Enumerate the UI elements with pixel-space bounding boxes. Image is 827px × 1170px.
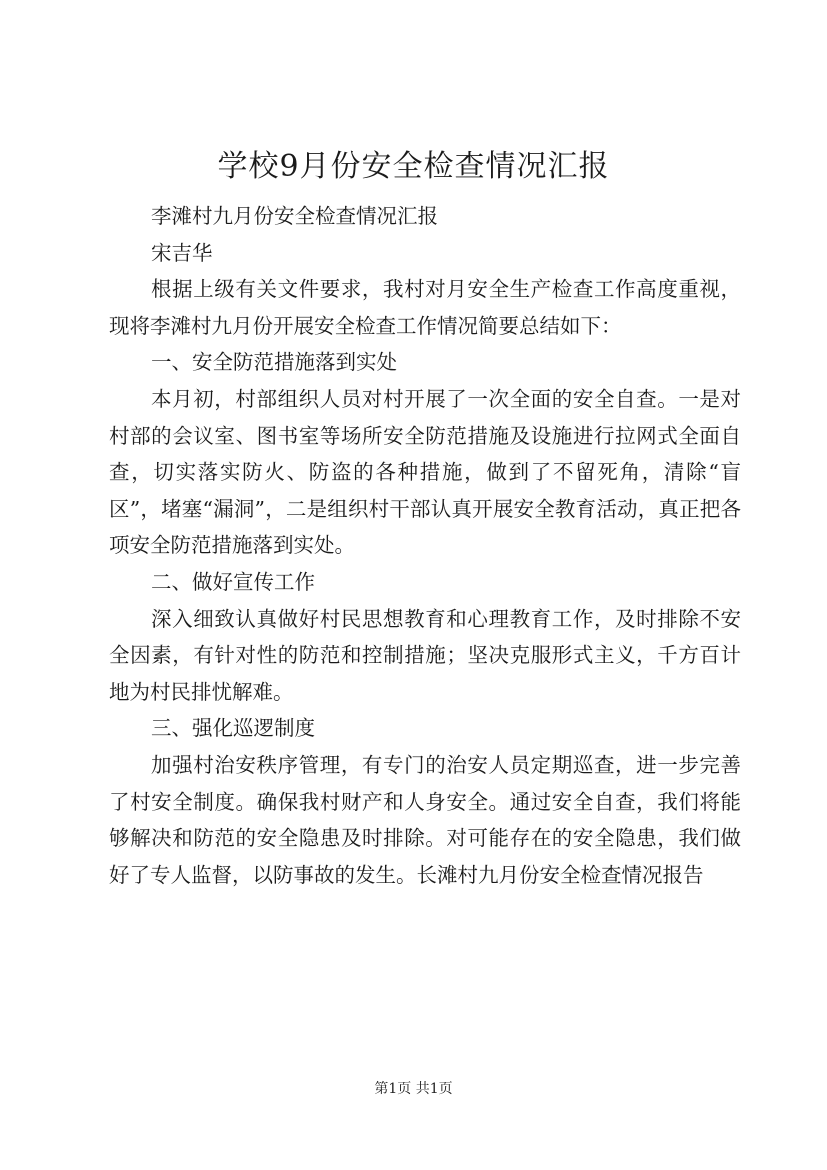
page-number-footer: 第1页 共1页 [374,1081,453,1097]
section-heading-3: 三、强化巡逻制度 [151,716,316,741]
section-body-3: 加强村治安秩序管理，有专门的治安人员定期巡查，进一步完善了村安全制度。确保我村财产和人身安全。通过安全自查，我们将能够解决和防范的安全隐患及时排除。对可能存在的安全隐患，我们做好了专人监督，以防事故的发生。长滩村九月份安全检查情况报告 [109,752,741,887]
document-title: 学校9月份安全检查情况汇报 [217,149,610,184]
section-body-2: 深入细致认真做好村民思想教育和心理教育工作，及时排除不安全因素，有针对性的防范和控制措施；坚决克服形式主义，千方百计地为村民排忧解难。 [109,606,741,704]
intro-paragraph: 根据上级有关文件要求，我村对月安全生产检查工作高度重视，现将李滩村九月份开展安全检查工作情况简要总结如下： [109,277,741,338]
author-paragraph: 宋吉华 [151,240,213,265]
section-body-1: 本月初，村部组织人员对村开展了一次全面的安全自查。一是对村部的会议室、图书室等场所安全防范措施及设施进行拉网式全面自查，切实落实防火、防盗的各种措施，做到了不留死角，清除“盲区”，堵塞“漏洞”，二是组织村干部认真开展安全教育活动，真正把各项安全防范措施落到实处。 [109,386,741,558]
document-body [109,198,741,893]
section-heading-2: 二、做好宣传工作 [151,569,316,594]
subtitle-paragraph: 李滩村九月份安全检查情况汇报 [151,204,439,228]
section-heading-1: 一、安全防范措施落到实处 [151,350,398,375]
